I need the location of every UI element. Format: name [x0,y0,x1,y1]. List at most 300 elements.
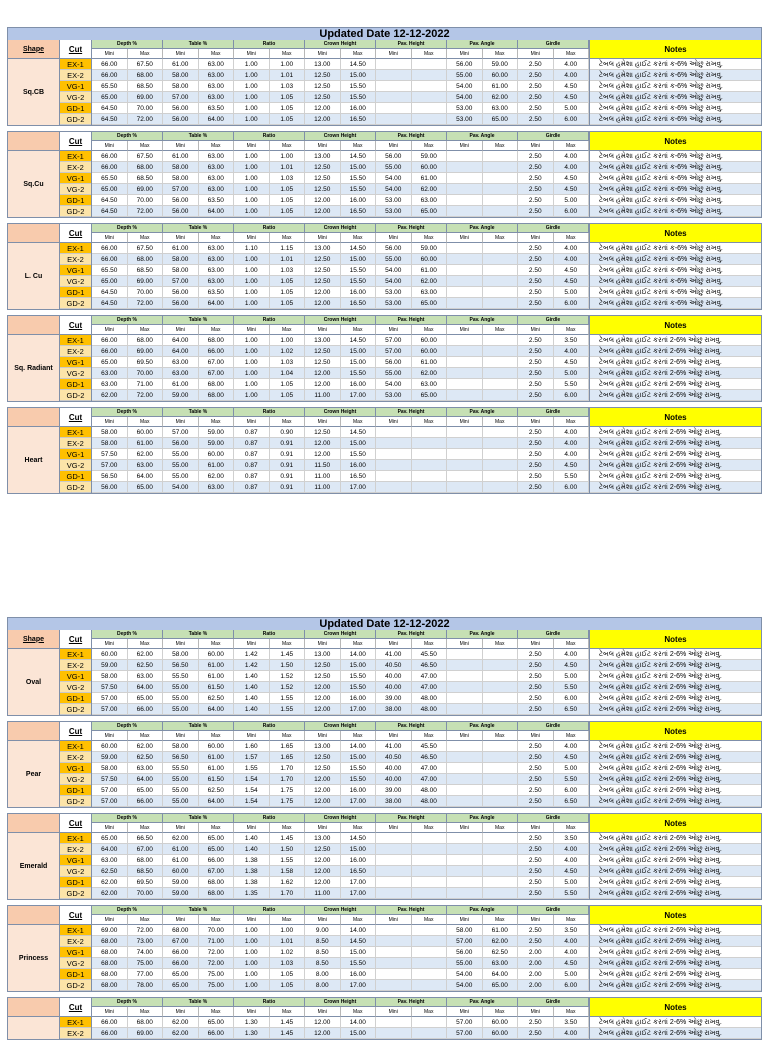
value-cell: 63.00 [199,482,235,493]
group-header: Girdle [518,132,589,141]
value-cell: 2.50 [518,254,554,265]
group-header: Pav. Height [376,40,447,49]
max-label: Max [199,141,235,151]
value-cell: 15.00 [341,357,377,368]
value-cell: 2.50 [518,346,554,357]
value-cell: 4.50 [554,184,590,195]
max-label: Max [341,1007,377,1017]
value-cell [412,1017,448,1028]
value-cell: 0.91 [270,482,306,493]
group-header: Table % [163,132,234,141]
value-cell: 62.00 [92,888,128,899]
value-cell: 48.00 [412,785,448,796]
value-cell: 63.50 [199,195,235,206]
cut-grade: GD-1 [60,379,91,390]
cut-grade: EX-2 [60,936,91,947]
value-cell: 65.00 [92,184,128,195]
value-cell: 14.50 [341,833,377,844]
value-cell [483,390,519,401]
value-cell [447,471,483,482]
value-cell [376,482,412,493]
value-cell [376,92,412,103]
value-cell: 4.00 [554,936,590,947]
group-header: Crown Height [305,630,376,639]
note-cell: ટેબલ હમેશા હાઈટ કરતાં 2-6% ઓછુ રાખવુ. [590,649,761,660]
group-header-row [92,814,589,823]
shape-name: Sq.Cu [8,151,59,217]
value-cell: 12.50 [305,162,341,173]
value-cell: 57.00 [163,276,199,287]
max-label: Max [199,417,235,427]
value-cell: 12.00 [305,796,341,807]
cut-grade: GD-2 [60,482,91,493]
value-cell: 1.65 [270,752,306,763]
group-header-row [92,722,589,731]
value-cell [376,888,412,899]
value-cell: 62.00 [483,92,519,103]
value-cell: 2.50 [518,482,554,493]
cut-grade: GD-2 [60,390,91,401]
value-cell: 0.87 [234,460,270,471]
value-cell [447,162,483,173]
value-cell: 1.00 [234,276,270,287]
value-cell: 15.00 [341,70,377,81]
value-cell [376,449,412,460]
value-cell [412,833,448,844]
shape-column [8,132,60,217]
value-cell: 66.00 [92,59,128,70]
min-label: Mini [305,823,341,833]
value-cell: 2.50 [518,855,554,866]
max-label: Max [483,325,519,335]
value-cell: 2.50 [518,866,554,877]
group-header: Ratio [234,316,305,325]
value-cell: 1.02 [270,346,306,357]
note-cell: ટેબલ હમેશા હાઈટ કરતાં 2-6% ઓછુ રાખવુ. [590,346,761,357]
value-cell: 62.50 [128,752,164,763]
value-cell: 62.00 [483,936,519,947]
value-cell [412,877,448,888]
value-cell: 1.52 [270,682,306,693]
value-cell: 56.00 [92,482,128,493]
notes-column [589,40,761,125]
min-label: Mini [163,823,199,833]
value-cell: 1.00 [234,92,270,103]
value-cell [376,855,412,866]
value-cell: 62.50 [199,785,235,796]
notes-column [589,408,761,493]
table-row [92,471,589,482]
min-label: Mini [518,417,554,427]
value-cell: 54.00 [163,482,199,493]
value-cell: 57.00 [447,936,483,947]
value-cell: 1.01 [270,70,306,81]
value-cell: 63.00 [128,460,164,471]
value-cell: 61.00 [163,379,199,390]
value-cell: 59.00 [163,888,199,899]
value-cell: 1.00 [234,70,270,81]
value-cell: 64.00 [199,704,235,715]
cut-column [60,814,92,899]
value-cell [412,114,448,125]
group-header: Ratio [234,40,305,49]
value-cell [483,855,519,866]
value-cell: 11.50 [305,460,341,471]
value-cell: 66.00 [92,254,128,265]
value-cell: 2.50 [518,103,554,114]
value-cell: 63.00 [199,59,235,70]
value-cell: 2.50 [518,298,554,309]
value-cell: 59.00 [199,427,235,438]
note-cell: ટેબલ હમેશા હાઈટ કરતાં 2-6% ઓછુ રાખવુ. [590,763,761,774]
value-cell: 4.00 [554,449,590,460]
shape-block [7,813,762,900]
min-label: Mini [163,417,199,427]
value-cell: 12.50 [305,763,341,774]
value-cell: 57.00 [92,785,128,796]
min-label: Mini [305,731,341,741]
value-cell: 2.50 [518,59,554,70]
value-cell: 6.00 [554,390,590,401]
value-cell: 2.50 [518,888,554,899]
value-cell: 1.05 [270,195,306,206]
value-cell: 1.02 [270,947,306,958]
value-cell: 8.50 [305,947,341,958]
max-label: Max [483,417,519,427]
max-label: Max [554,417,590,427]
value-cell: 2.50 [518,184,554,195]
max-label: Max [341,639,377,649]
value-cell: 15.00 [341,346,377,357]
min-label: Mini [518,141,554,151]
value-cell: 13.00 [305,151,341,162]
group-header: Table % [163,814,234,823]
value-cell: 60.00 [483,70,519,81]
measurement-grid [92,408,589,493]
note-cell: ટેબલ હમેશા હાઈટ કરતાં ક-6% ઓછુ રાખવુ. [590,243,761,254]
max-label: Max [554,915,590,925]
group-header: Pav. Height [376,998,447,1007]
value-cell: 69.00 [128,1028,164,1039]
value-cell: 72.00 [128,390,164,401]
value-cell: 2.50 [518,693,554,704]
min-label: Mini [376,731,412,741]
value-cell: 4.00 [554,855,590,866]
value-cell: 65.00 [199,844,235,855]
value-cell [483,741,519,752]
value-cell: 66.00 [92,162,128,173]
note-cell: ટેબલ હમેશા હાઈટ કરતાં 2-6% ઓછુ રાખવુ. [590,427,761,438]
value-cell: 5.00 [554,287,590,298]
table-row [92,162,589,173]
max-label: Max [199,915,235,925]
value-cell: 4.50 [554,357,590,368]
value-cell: 64.00 [163,335,199,346]
value-cell: 15.50 [341,368,377,379]
cut-header: Cut [60,906,91,925]
cut-grade: GD-2 [60,704,91,715]
group-header: Ratio [234,906,305,915]
max-label: Max [483,639,519,649]
value-cell: 57.00 [376,335,412,346]
value-cell [376,969,412,980]
value-cell: 67.00 [128,844,164,855]
table-row [92,298,589,309]
cut-grade: EX-2 [60,660,91,671]
value-cell: 4.50 [554,866,590,877]
cut-grade: EX-2 [60,438,91,449]
group-header: Pav. Angle [447,814,518,823]
value-cell: 56.00 [376,243,412,254]
value-cell: 63.00 [199,151,235,162]
value-cell: 1.00 [234,925,270,936]
value-cell: 3.50 [554,1017,590,1028]
shape-block [7,40,762,126]
value-cell: 65.00 [92,92,128,103]
value-cell: 1.00 [270,335,306,346]
value-cell: 65.00 [163,969,199,980]
value-cell [447,682,483,693]
table-row [92,958,589,969]
max-label: Max [270,325,306,335]
value-cell: 1.00 [234,206,270,217]
value-cell: 15.00 [341,947,377,958]
value-cell: 4.50 [554,460,590,471]
measurement-grid [92,814,589,899]
value-cell: 62.00 [128,741,164,752]
min-label: Mini [305,1007,341,1017]
group-header: Table % [163,224,234,233]
value-cell: 64.00 [199,298,235,309]
cut-grade: EX-1 [60,741,91,752]
value-cell: 1.00 [234,81,270,92]
table-row [92,947,589,958]
value-cell: 66.00 [92,70,128,81]
max-label: Max [483,141,519,151]
value-cell: 54.00 [447,969,483,980]
table-row [92,1017,589,1028]
value-cell [447,243,483,254]
group-header: Pav. Angle [447,224,518,233]
value-cell: 13.00 [305,59,341,70]
max-label: Max [554,731,590,741]
value-cell [447,844,483,855]
value-cell: 63.00 [92,368,128,379]
cut-header: Cut [60,814,91,833]
value-cell: 65.00 [412,390,448,401]
value-cell: 1.00 [234,969,270,980]
value-cell: 12.50 [305,254,341,265]
value-cell: 47.00 [412,774,448,785]
value-cell: 62.00 [163,1028,199,1039]
group-header: Depth % [92,40,163,49]
value-cell [376,81,412,92]
min-label: Mini [447,49,483,59]
note-cell: ટેબલ હમેશા હાઈટ કરતાં ક-6% ઓછુ રાખવુ. [590,265,761,276]
value-cell: 0.87 [234,438,270,449]
value-cell: 1.70 [270,763,306,774]
value-cell: 3.50 [554,925,590,936]
value-cell: 6.00 [554,206,590,217]
cut-grade: VG-2 [60,866,91,877]
table-row [92,59,589,70]
value-cell: 70.00 [199,925,235,936]
value-cell: 64.00 [128,471,164,482]
cut-header: Cut [60,316,91,335]
table-row [92,866,589,877]
value-cell: 2.50 [518,741,554,752]
shape-header: Shape [8,630,59,649]
value-cell: 67.00 [199,866,235,877]
value-cell [412,81,448,92]
value-cell: 15.50 [341,682,377,693]
value-cell: 61.00 [483,925,519,936]
max-label: Max [554,141,590,151]
value-cell: 47.00 [412,763,448,774]
note-cell: ટેબલ હમેશા હાઈટ કરતાં 2-6% ઓછુ રાખવુ. [590,833,761,844]
shape-column [8,906,60,991]
note-cell: ટેબલ હમેશા હાઈટ કરતાં ક-6% ઓછુ રાખવુ. [590,254,761,265]
cut-grade: GD-2 [60,114,91,125]
measurement-grid [92,630,589,715]
value-cell: 60.00 [199,449,235,460]
value-cell: 1.00 [234,368,270,379]
cut-grade: GD-1 [60,969,91,980]
cut-grade: VG-2 [60,774,91,785]
min-label: Mini [234,639,270,649]
max-label: Max [554,1007,590,1017]
value-cell: 3.50 [554,833,590,844]
value-cell: 5.50 [554,471,590,482]
table-row [92,936,589,947]
value-cell: 12.50 [305,265,341,276]
value-cell: 1.75 [270,785,306,796]
value-cell: 1.00 [270,925,306,936]
value-cell: 70.00 [128,287,164,298]
max-label: Max [341,731,377,741]
max-label: Max [341,823,377,833]
group-header: Girdle [518,316,589,325]
value-cell: 48.00 [412,693,448,704]
value-cell: 66.50 [128,833,164,844]
group-header-row [92,132,589,141]
value-cell: 58.00 [163,162,199,173]
notes-header: Notes [590,316,761,335]
group-header: Pav. Angle [447,40,518,49]
value-cell: 63.00 [412,379,448,390]
value-cell: 4.50 [554,173,590,184]
max-label: Max [412,49,448,59]
group-header: Crown Height [305,814,376,823]
value-cell: 55.00 [163,785,199,796]
group-header: Ratio [234,630,305,639]
value-cell: 56.00 [163,103,199,114]
value-cell: 54.00 [376,265,412,276]
value-cell: 63.00 [199,276,235,287]
value-cell: 69.00 [128,92,164,103]
value-cell: 1.00 [234,357,270,368]
note-cell: ટેબલ હમેશા હાઈટ કરતાં ક-6% ઓછુ રાખવુ. [590,103,761,114]
value-cell: 15.50 [341,958,377,969]
max-label: Max [128,639,164,649]
group-header: Girdle [518,998,589,1007]
value-cell [412,482,448,493]
group-header: Ratio [234,408,305,417]
max-label: Max [199,823,235,833]
value-cell: 63.00 [483,958,519,969]
value-cell [483,254,519,265]
value-cell: 1.40 [234,844,270,855]
table-row [92,265,589,276]
cut-column [60,630,92,715]
shape-header [8,906,59,925]
group-header: Girdle [518,906,589,915]
value-cell: 68.50 [128,265,164,276]
cut-grade: EX-1 [60,243,91,254]
measurement-grid [92,132,589,217]
value-cell: 2.50 [518,752,554,763]
group-header: Ratio [234,814,305,823]
min-label: Mini [163,639,199,649]
value-cell: 16.50 [341,114,377,125]
group-header: Depth % [92,906,163,915]
value-cell: 1.65 [270,741,306,752]
value-cell: 1.05 [270,379,306,390]
min-label: Mini [305,49,341,59]
table-row [92,243,589,254]
group-header: Depth % [92,316,163,325]
max-label: Max [341,233,377,243]
value-cell: 66.00 [92,1017,128,1028]
shape-column [8,814,60,899]
value-cell [483,785,519,796]
cut-grade: VG-1 [60,357,91,368]
value-cell: 64.50 [92,206,128,217]
value-cell: 2.50 [518,660,554,671]
value-cell: 4.50 [554,265,590,276]
value-cell: 15.00 [341,1028,377,1039]
value-cell: 16.00 [341,785,377,796]
value-cell: 64.50 [92,114,128,125]
max-label: Max [483,1007,519,1017]
value-cell: 2.50 [518,682,554,693]
table-row [92,877,589,888]
cut-grade: EX-1 [60,335,91,346]
value-cell: 14.00 [341,925,377,936]
cut-grade: EX-1 [60,833,91,844]
value-cell: 16.00 [341,195,377,206]
note-cell: ટેબલ હમેશા હાઈટ કરતાં 2-6% ઓછુ રાખવુ. [590,877,761,888]
value-cell: 66.00 [128,796,164,807]
value-cell: 12.00 [305,785,341,796]
value-cell: 1.05 [270,298,306,309]
value-cell: 1.00 [234,184,270,195]
value-cell: 63.00 [92,379,128,390]
value-cell: 75.00 [128,958,164,969]
value-cell: 6.00 [554,980,590,991]
value-cell [483,704,519,715]
min-label: Mini [234,417,270,427]
shape-header: Shape [8,40,59,59]
value-cell: 1.00 [234,947,270,958]
value-cell: 53.00 [447,114,483,125]
value-cell: 1.00 [234,958,270,969]
shape-block [7,721,762,808]
value-cell: 2.50 [518,287,554,298]
value-cell: 71.00 [199,936,235,947]
value-cell: 61.00 [163,59,199,70]
note-cell: ટેબલ હમેશા હાઈટ કરતાં 2-6% ઓછુ રાખવુ. [590,704,761,715]
